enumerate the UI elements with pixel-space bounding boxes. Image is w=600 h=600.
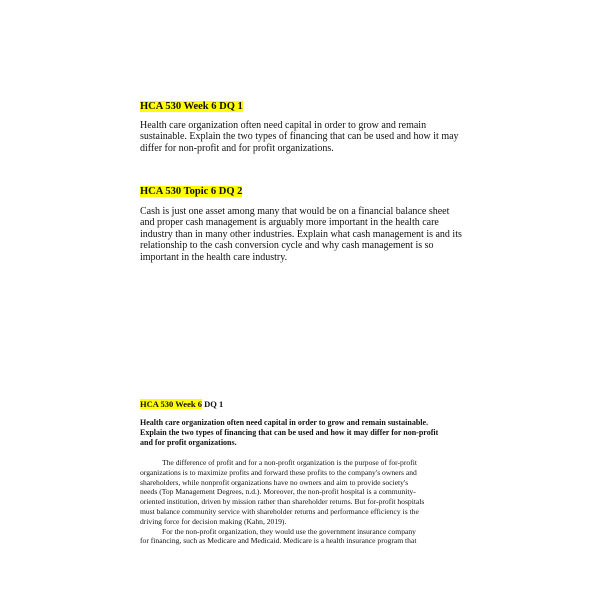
section2-line: industry than in many other industries. Explain what cash management is and its [140, 228, 462, 240]
section3-heading [140, 399, 223, 409]
section1-heading-text: HCA 530 Week 6 DQ 1 [140, 101, 243, 112]
section1-line: Health care organization often need capital in order to grow and remain [140, 120, 427, 131]
section2-heading [140, 185, 242, 198]
section3-question-line: and for profit organizations. [140, 438, 237, 447]
section3-body-line: for financing, such as Medicare and Medicaid. Medicare is a health insurance program that [140, 536, 417, 546]
section1-line: sustainable. Explain the two types of financing that can be used and how it may [140, 131, 459, 143]
section2-line: Cash is just one asset among many that would be on a financial balance sheet [140, 206, 450, 217]
section3-answer [140, 458, 470, 546]
section3-heading-rest: DQ 1 [201, 399, 224, 409]
section3-body-line: The difference of profit and for a non-profit organization is the purpose of for-profit [162, 458, 417, 467]
section3-body-line: oriented institution, driven by mission rather than shareholder returns. But for-profit hospitals [140, 497, 425, 507]
section3-body-line: driving force for decision making (Kahn, 2019). [140, 516, 287, 526]
section2-line: important in the health care industry. [140, 251, 288, 263]
section3-question-line: Explain the two types of financing that can be used and how it may differ for non-profit [140, 428, 439, 437]
section2-line: relationship to the cash conversion cycle and why cash management is so [140, 240, 434, 252]
section3-question [140, 418, 470, 448]
section3-body-line: For the non-profit organization, they would use the government insurance company [162, 526, 416, 536]
section3-body-line: shareholders, while nonprofit organizations have no owners and aim to provide society's [140, 477, 409, 487]
section3-question-line: Health care organization often need capital in order to grow and remain sustainable. [140, 418, 429, 427]
section2-line: and proper cash management is arguably more important in the health care [140, 217, 439, 229]
section1-question [140, 120, 470, 154]
section2-question [140, 206, 470, 263]
section1-line: differ for non-profit and for profit organizations. [140, 142, 334, 154]
section3-heading-highlighted: HCA 530 Week 6 [140, 399, 202, 409]
section3-body-line: must balance community service with shareholder returns and performance efficiency is the [140, 506, 419, 516]
section1-heading [140, 100, 243, 113]
section3-body-line: organizations is to maximize profits and forward these profits to the company's owners and [140, 467, 417, 477]
section2-heading-text: HCA 530 Topic 6 DQ 2 [140, 186, 243, 197]
section3-body-line: needs (Top Management Degrees, n.d.). Moreover, the non-profit hospital is a community- [140, 487, 416, 497]
